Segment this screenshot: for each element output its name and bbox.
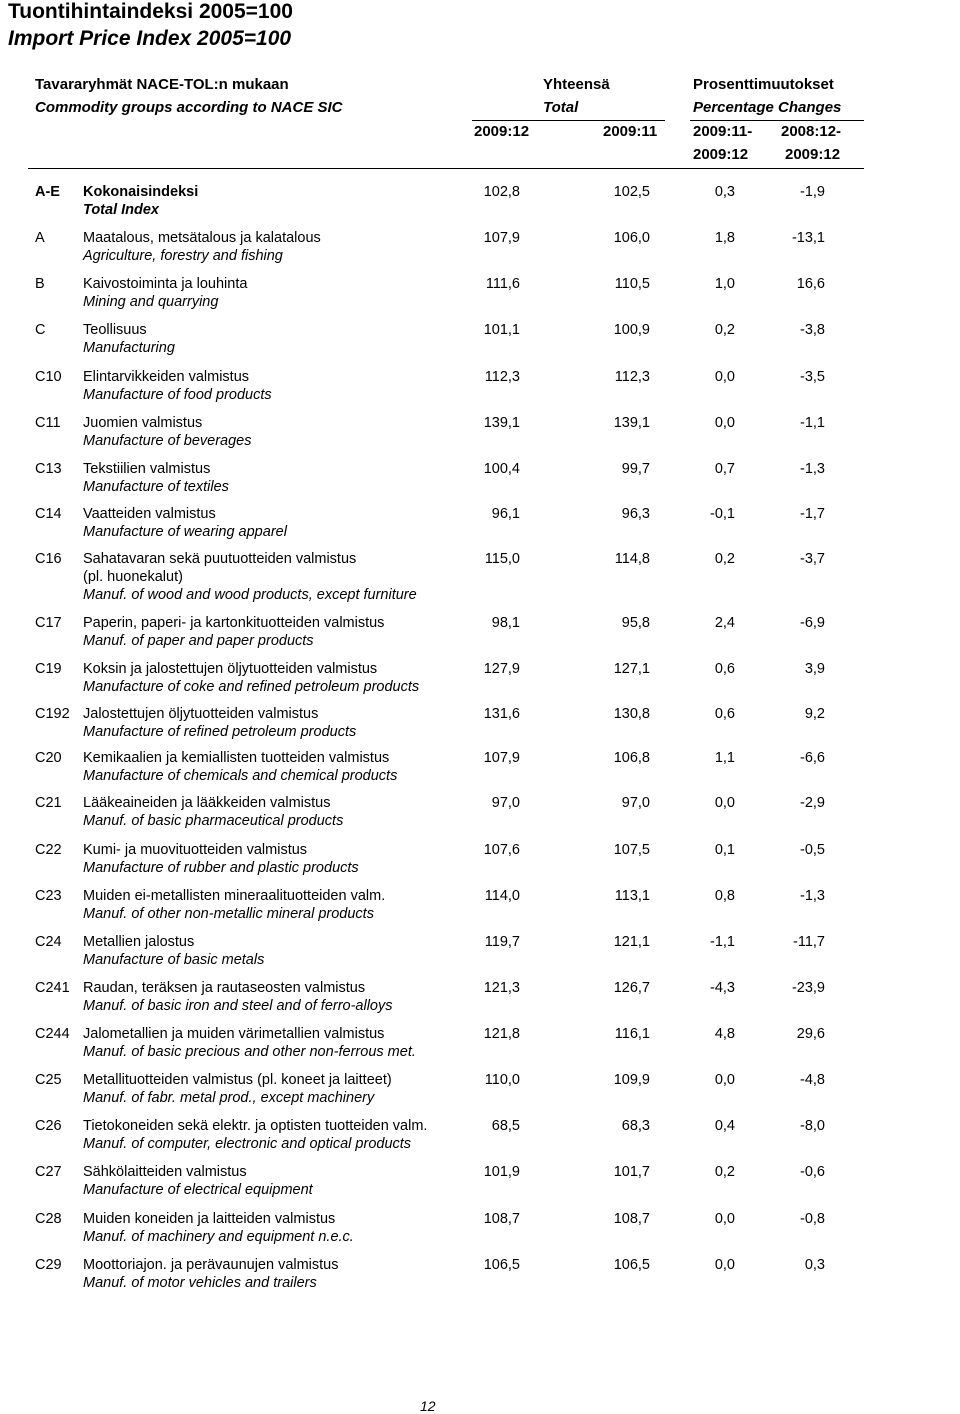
- row-label-en: Manufacture of refined petroleum products: [83, 724, 357, 740]
- change-monthly: 0,3: [714, 184, 735, 200]
- row-code: C25: [35, 1072, 62, 1088]
- value-2009-11: 116,1: [614, 1026, 650, 1042]
- change-annual: -6,9: [800, 615, 825, 631]
- change-annual: -23,9: [791, 980, 825, 996]
- value-2009-11: 121,1: [613, 934, 650, 950]
- value-2009-12: 112,3: [484, 369, 520, 385]
- row-label-en: Manufacture of textiles: [83, 479, 229, 495]
- value-2009-11: 68,3: [621, 1118, 650, 1134]
- value-2009-11: 99,7: [621, 461, 650, 477]
- row-code: C11: [35, 415, 61, 431]
- change-annual: -3,8: [800, 322, 825, 338]
- value-2009-11: 97,0: [621, 795, 650, 811]
- page-number: 12: [420, 1398, 436, 1414]
- row-label-fi: Koksin ja jalostettujen öljytuotteiden valmistus: [83, 661, 378, 677]
- change-annual: -1,3: [800, 461, 825, 477]
- row-label-en: Manuf. of wood and wood products, except furniture: [83, 587, 417, 603]
- change-monthly: 1,0: [714, 276, 735, 292]
- col-header-annual-a: 2008:12-: [781, 123, 842, 140]
- row-code: C13: [35, 461, 62, 477]
- row-code: C21: [35, 795, 62, 811]
- row-label-en: Manufacture of food products: [83, 387, 272, 403]
- row-label-en: Manuf. of basic iron and steel and of ferro-alloys: [83, 998, 393, 1014]
- value-2009-11: 106,8: [613, 750, 650, 766]
- change-annual: 0,3: [804, 1257, 825, 1273]
- row-label-fi: Muiden koneiden ja laitteiden valmistus: [83, 1211, 336, 1227]
- header-groups-en: Commodity groups according to NACE SIC: [35, 99, 343, 116]
- col-header-2009-12: 2009:12: [474, 123, 530, 140]
- change-annual: -0,6: [800, 1164, 825, 1180]
- value-2009-12: 107,9: [483, 230, 520, 246]
- row-label-en: Mining and quarrying: [83, 294, 219, 310]
- change-monthly: 0,0: [714, 1257, 735, 1273]
- value-2009-12: 110,0: [484, 1072, 520, 1088]
- col-header-monthly-a: 2009:11-: [693, 123, 753, 140]
- col-header-annual-b: 2009:12: [785, 146, 841, 163]
- change-annual: -2,9: [800, 795, 825, 811]
- row-label-fi: Jalostettujen öljytuotteiden valmistus: [83, 706, 319, 722]
- change-monthly: 0,0: [714, 369, 735, 385]
- row-label-en: Manuf. of motor vehicles and trailers: [83, 1275, 317, 1291]
- row-code: C19: [35, 661, 62, 677]
- row-label-fi: Lääkeaineiden ja lääkkeiden valmistus: [83, 795, 331, 811]
- row-label-en: Manuf. of other non-metallic mineral products: [83, 906, 374, 922]
- row-label-fi: Maatalous, metsätalous ja kalatalous: [83, 230, 321, 246]
- value-2009-11: 106,5: [613, 1257, 650, 1273]
- change-annual: -0,5: [800, 842, 825, 858]
- value-2009-12: 98,1: [491, 615, 520, 631]
- row-label-fi: Moottoriajon. ja perävaunujen valmistus: [83, 1257, 339, 1273]
- row-label-fi-cont: (pl. huonekalut): [83, 569, 183, 585]
- value-2009-12: 131,6: [483, 706, 520, 722]
- row-label-fi: Tietokoneiden sekä elektr. ja optisten tuotteiden valm.: [83, 1118, 428, 1134]
- value-2009-11: 112,3: [614, 369, 650, 385]
- row-code: B: [35, 276, 45, 292]
- value-2009-12: 121,3: [483, 980, 520, 996]
- page-title-en: Import Price Index 2005=100: [8, 27, 292, 50]
- value-2009-11: 110,5: [614, 276, 650, 292]
- change-annual: -0,8: [800, 1211, 825, 1227]
- rule-total: [472, 120, 665, 121]
- row-label-en: Manuf. of machinery and equipment n.e.c.: [83, 1229, 354, 1245]
- value-2009-12: 119,7: [484, 934, 520, 950]
- change-monthly: 0,4: [714, 1118, 735, 1134]
- page-title-fi: Tuontihintaindeksi 2005=100: [8, 0, 293, 23]
- value-2009-11: 126,7: [613, 980, 650, 996]
- row-label-en: Manufacture of chemicals and chemical products: [83, 768, 398, 784]
- change-monthly: -4,3: [710, 980, 735, 996]
- row-label-fi: Elintarvikkeiden valmistus: [83, 369, 250, 385]
- change-monthly: -0,1: [710, 506, 735, 522]
- value-2009-12: 96,1: [491, 506, 520, 522]
- value-2009-12: 101,1: [483, 322, 520, 338]
- row-code: C14: [35, 506, 62, 522]
- value-2009-12: 139,1: [483, 415, 520, 431]
- row-label-fi: Kumi- ja muovituotteiden valmistus: [83, 842, 308, 858]
- header-pct-en: Percentage Changes: [693, 99, 842, 116]
- change-annual: -11,7: [793, 934, 825, 950]
- row-label-en: Agriculture, forestry and fishing: [83, 248, 283, 264]
- change-monthly: 1,1: [714, 750, 735, 766]
- row-code: C29: [35, 1257, 62, 1273]
- change-monthly: 0,1: [714, 842, 735, 858]
- row-label-fi: Juomien valmistus: [83, 415, 203, 431]
- change-annual: -1,7: [800, 506, 825, 522]
- row-code: C17: [35, 615, 62, 631]
- value-2009-11: 102,5: [613, 184, 650, 200]
- row-code: C24: [35, 934, 62, 950]
- row-label-en: Manufacture of electrical equipment: [83, 1182, 313, 1198]
- value-2009-12: 114,0: [484, 888, 520, 904]
- change-monthly: 2,4: [714, 615, 735, 631]
- header-groups-fi: Tavararyhmät NACE-TOL:n mukaan: [35, 76, 289, 93]
- row-label-en: Manufacture of basic metals: [83, 952, 265, 968]
- value-2009-11: 114,8: [614, 551, 650, 567]
- value-2009-11: 139,1: [613, 415, 650, 431]
- row-code: C27: [35, 1164, 62, 1180]
- value-2009-12: 106,5: [483, 1257, 520, 1273]
- row-code: C23: [35, 888, 62, 904]
- rule-header-bottom: [28, 168, 864, 169]
- change-annual: -6,6: [800, 750, 825, 766]
- change-monthly: 0,2: [714, 1164, 735, 1180]
- row-code: A: [35, 230, 45, 246]
- change-monthly: 0,6: [714, 661, 735, 677]
- change-monthly: 0,0: [714, 1072, 735, 1088]
- value-2009-11: 130,8: [613, 706, 650, 722]
- row-code: C20: [35, 750, 62, 766]
- change-annual: -4,8: [800, 1072, 825, 1088]
- row-code: A-E: [35, 184, 60, 200]
- rule-pct: [690, 120, 864, 121]
- value-2009-11: 113,1: [614, 888, 650, 904]
- value-2009-11: 101,7: [613, 1164, 650, 1180]
- change-annual: 9,2: [804, 706, 825, 722]
- col-header-2009-11: 2009:11: [603, 123, 658, 140]
- change-monthly: -1,1: [710, 934, 735, 950]
- row-code: C16: [35, 551, 62, 567]
- change-annual: 16,6: [796, 276, 825, 292]
- value-2009-12: 100,4: [483, 461, 520, 477]
- value-2009-12: 121,8: [483, 1026, 520, 1042]
- value-2009-11: 107,5: [613, 842, 650, 858]
- row-label-en: Manufacture of beverages: [83, 433, 252, 449]
- row-label-fi: Tekstiilien valmistus: [83, 461, 211, 477]
- row-label-fi: Sahatavaran sekä puutuotteiden valmistus: [83, 551, 357, 567]
- row-label-en: Total Index: [83, 202, 159, 218]
- row-label-fi: Jalometallien ja muiden värimetallien valmistus: [83, 1026, 385, 1042]
- value-2009-11: 95,8: [621, 615, 650, 631]
- row-code: C192: [35, 706, 70, 722]
- change-annual: -3,5: [800, 369, 825, 385]
- value-2009-11: 127,1: [613, 661, 650, 677]
- header-total-en: Total: [543, 99, 579, 116]
- row-label-en: Manufacture of wearing apparel: [83, 524, 287, 540]
- change-annual: 3,9: [804, 661, 825, 677]
- change-annual: -1,3: [800, 888, 825, 904]
- value-2009-11: 96,3: [621, 506, 650, 522]
- row-label-en: Manuf. of fabr. metal prod., except machinery: [83, 1090, 375, 1106]
- row-label-fi: Kaivostoiminta ja louhinta: [83, 276, 248, 292]
- row-code: C26: [35, 1118, 62, 1134]
- change-monthly: 0,7: [714, 461, 735, 477]
- row-label-en: Manuf. of paper and paper products: [83, 633, 314, 649]
- change-monthly: 0,0: [714, 795, 735, 811]
- change-monthly: 0,0: [714, 1211, 735, 1227]
- row-label-fi: Raudan, teräksen ja rautaseosten valmistus: [83, 980, 366, 996]
- row-code: C28: [35, 1211, 62, 1227]
- value-2009-11: 106,0: [613, 230, 650, 246]
- value-2009-11: 108,7: [613, 1211, 650, 1227]
- change-annual: -13,1: [791, 230, 825, 246]
- value-2009-12: 97,0: [491, 795, 520, 811]
- col-header-monthly-b: 2009:12: [693, 146, 749, 163]
- row-label-en: Manuf. of computer, electronic and optical products: [83, 1136, 412, 1152]
- row-label-fi: Metallituotteiden valmistus (pl. koneet ja laitteet): [83, 1072, 392, 1088]
- row-code: C10: [35, 369, 62, 385]
- row-label-fi: Kokonaisindeksi: [83, 184, 199, 200]
- row-label-en: Manufacturing: [83, 340, 175, 356]
- change-monthly: 0,0: [714, 415, 735, 431]
- change-monthly: 4,8: [714, 1026, 735, 1042]
- change-monthly: 1,8: [714, 230, 735, 246]
- row-code: C22: [35, 842, 62, 858]
- value-2009-12: 111,6: [485, 276, 520, 292]
- value-2009-12: 102,8: [483, 184, 520, 200]
- row-label-fi: Metallien jalostus: [83, 934, 195, 950]
- change-annual: -8,0: [800, 1118, 825, 1134]
- row-label-fi: Teollisuus: [83, 322, 147, 338]
- row-code: C: [35, 322, 46, 338]
- change-annual: -1,1: [800, 415, 825, 431]
- value-2009-11: 100,9: [613, 322, 650, 338]
- value-2009-12: 108,7: [483, 1211, 520, 1227]
- value-2009-12: 127,9: [483, 661, 520, 677]
- value-2009-11: 109,9: [613, 1072, 650, 1088]
- value-2009-12: 115,0: [484, 551, 520, 567]
- header-pct-fi: Prosenttimuutokset: [693, 76, 834, 93]
- change-annual: -1,9: [800, 184, 825, 200]
- row-label-fi: Muiden ei-metallisten mineraalituotteiden valm.: [83, 888, 386, 904]
- change-monthly: 0,6: [714, 706, 735, 722]
- row-label-en: Manuf. of basic precious and other non-ferrous met.: [83, 1044, 416, 1060]
- row-label-fi: Paperin, paperi- ja kartonkituotteiden valmistus: [83, 615, 385, 631]
- change-annual: -3,7: [800, 551, 825, 567]
- change-monthly: 0,2: [714, 322, 735, 338]
- value-2009-12: 101,9: [483, 1164, 520, 1180]
- change-annual: 29,6: [796, 1026, 825, 1042]
- row-label-fi: Sähkölaitteiden valmistus: [83, 1164, 247, 1180]
- row-label-fi: Vaatteiden valmistus: [83, 506, 216, 522]
- value-2009-12: 107,9: [483, 750, 520, 766]
- header-total-fi: Yhteensä: [543, 76, 610, 93]
- row-label-en: Manufacture of coke and refined petroleum products: [83, 679, 420, 695]
- row-code: C244: [35, 1026, 70, 1042]
- row-label-en: Manufacture of rubber and plastic products: [83, 860, 359, 876]
- row-code: C241: [35, 980, 70, 996]
- change-monthly: 0,8: [714, 888, 735, 904]
- row-label-en: Manuf. of basic pharmaceutical products: [83, 813, 344, 829]
- value-2009-12: 68,5: [491, 1118, 520, 1134]
- change-monthly: 0,2: [714, 551, 735, 567]
- row-label-fi: Kemikaalien ja kemiallisten tuotteiden valmistus: [83, 750, 390, 766]
- value-2009-12: 107,6: [483, 842, 520, 858]
